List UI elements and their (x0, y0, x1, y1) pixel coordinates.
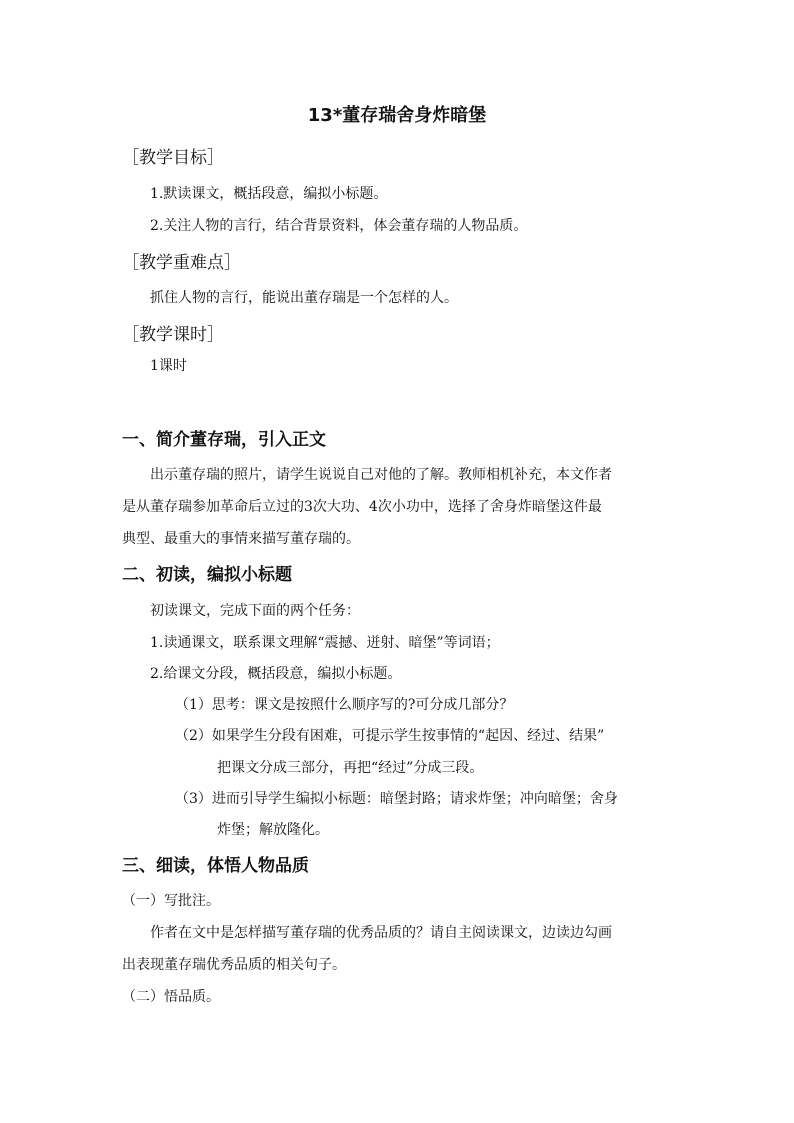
section2-intro: 初读课文，完成下面的两个任务： (150, 603, 360, 619)
objectives-heading: ［教学目标］ (122, 148, 224, 168)
section2-sub-1: （1）思考：课文是按照什么顺序写的?可分成几部分？ (175, 697, 514, 713)
section3-heading: 三、细读，体悟人物品质 (122, 856, 309, 876)
section1-line-1: 出示董存瑞的照片，请学生说说自己对他的了解。教师相机补充，本文作者 (150, 467, 612, 483)
section2-task-1: 1.读通课文，联系课文理解“震撼、迸射、暗堡”等词语； (150, 635, 500, 651)
page-title: 13*董存瑞舍身炸暗堡 (307, 105, 487, 126)
class-hours-text: 1课时 (150, 358, 187, 374)
key-points-text: 抓住人物的言行，能说出董存瑞是一个怎样的人。 (150, 290, 458, 306)
section1-line-3: 典型、最重大的事情来描写董存瑞的。 (122, 531, 360, 547)
key-points-heading: ［教学重难点］ (122, 253, 241, 273)
section2-sub-2-line-2: 把课文分成三部分，再把“经过”分成三段。 (217, 760, 484, 776)
objective-item-2: 2.关注人物的言行，结合背景资料，体会董存瑞的人物品质。 (150, 218, 528, 234)
section3-part-1: （一）写批注。 (122, 893, 220, 909)
section2-task-2: 2.给课文分段，概括段意，编拟小标题。 (150, 666, 402, 682)
section1-line-2: 是从董存瑞参加革命后立过的3次大功、4次小功中，选择了舍身炸暗堡这件最 (122, 499, 602, 515)
section2-sub-3-line-2: 炸堡；解放隆化。 (217, 822, 329, 838)
section3-line-2: 出表现董存瑞优秀品质的相关句子。 (122, 957, 346, 973)
section1-heading: 一、简介董存瑞，引入正文 (122, 430, 326, 450)
objective-item-1: 1.默读课文，概括段意，编拟小标题。 (150, 186, 388, 202)
class-hours-heading: ［教学课时］ (122, 325, 224, 345)
section3-part-2: （二）悟品质。 (122, 989, 220, 1005)
section2-heading: 二、初读，编拟小标题 (122, 565, 292, 585)
section3-line-1: 作者在文中是怎样描写董存瑞的优秀品质的？请自主阅读课文，边读边勾画 (150, 925, 612, 941)
section2-sub-3-line-1: （3）进而引导学生编拟小标题：暗堡封路；请求炸堡；冲向暗堡；舍身 (175, 791, 618, 807)
section2-sub-2-line-1: （2）如果学生分段有困难，可提示学生按事情的“起因、经过、结果” (175, 728, 605, 744)
